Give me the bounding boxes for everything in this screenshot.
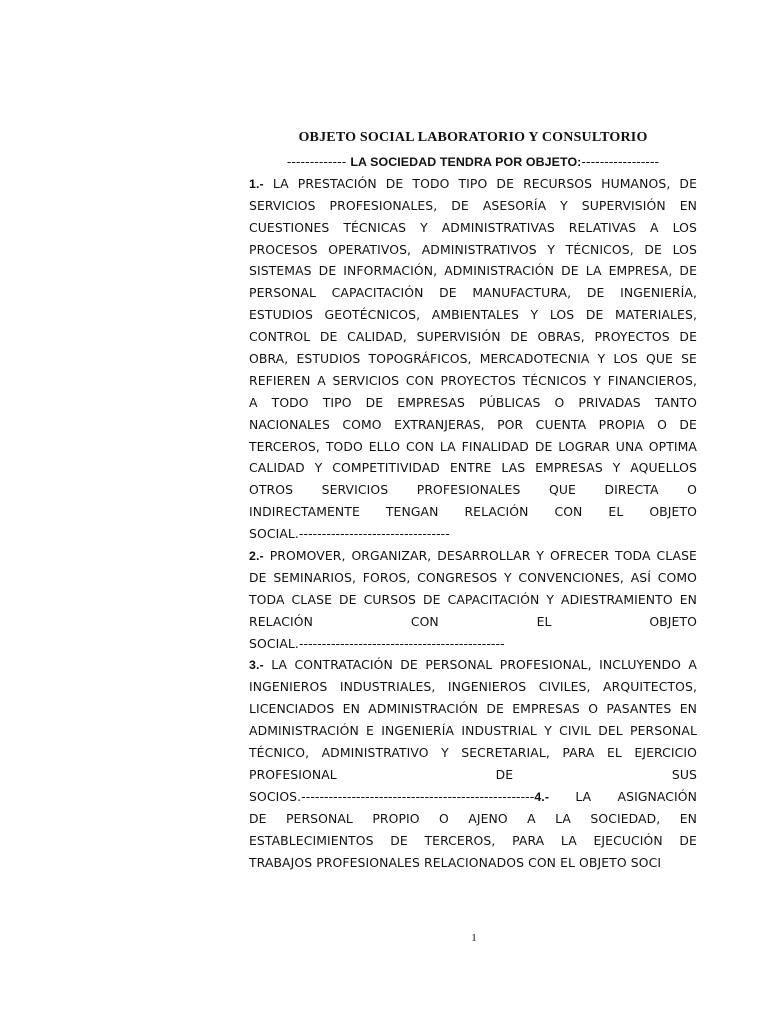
section-number: 3.- <box>249 658 264 673</box>
text-line <box>249 392 697 414</box>
line-text: ESTUDIOS GEOTÉCNICOS, AMBIENTALES Y LOS DE MATERIALES, <box>249 307 697 323</box>
line-text: PROFESIONAL DE SUS <box>249 766 697 782</box>
line-text: SOCIAL.--------------------------------------------- <box>249 635 505 651</box>
text-line <box>249 370 697 392</box>
text-line <box>249 720 697 742</box>
text-line <box>249 567 697 589</box>
text-line <box>249 589 697 611</box>
line-text: DE SEMINARIOS, FOROS, CONGRESOS Y CONVENCIONES, ASÍ COMO <box>249 569 697 585</box>
text-line <box>249 501 697 523</box>
line-text: ESTABLECIMIENTOS DE TERCEROS, PARA LA EJECUCIÓN DE <box>249 832 697 848</box>
text-line <box>249 348 697 370</box>
line-text: INDIRECTAMENTE TENGAN RELACIÓN CON EL OBJETO <box>249 504 697 520</box>
text-line <box>249 282 697 304</box>
text-line <box>249 326 697 348</box>
text-line <box>249 239 697 261</box>
text-line <box>249 545 697 567</box>
text-line <box>249 764 697 786</box>
line-text: DE PERSONAL PROPIO O AJENO A LA SOCIEDAD, EN <box>249 810 697 826</box>
line-text: CALIDAD Y COMPETITIVIDAD ENTRE LAS EMPRESAS Y AQUELLOS <box>249 460 697 476</box>
text-line <box>249 479 697 501</box>
line-text: SOCIOS.--------------------------------------------------- <box>249 788 535 804</box>
text-line <box>249 217 697 239</box>
line-text: INGENIEROS INDUSTRIALES, INGENIEROS CIVILES, ARQUITECTOS, <box>249 679 697 695</box>
line-text: TRABAJOS PROFESIONALES RELACIONADOS CON EL OBJETO SOCI <box>249 854 662 870</box>
text-line <box>249 654 697 676</box>
line-text: NACIONALES COMO EXTRANJERAS, POR CUENTA PROPIA O DE <box>249 416 697 432</box>
line-text: OBRA, ESTUDIOS TOPOGRÁFICOS, MERCADOTECNIA Y LOS QUE SE <box>249 351 697 367</box>
line-text: REFIEREN A SERVICIOS CON PROYECTOS TÉCNICOS Y FINANCIEROS, <box>249 372 697 388</box>
line-text: ------------- <box>286 154 351 169</box>
document-body <box>249 151 697 873</box>
line-text: SERVICIOS PROFESIONALES, DE ASESORÍA Y SUPERVISIÓN EN <box>249 197 697 213</box>
line-text: SOCIAL.--------------------------------- <box>249 526 450 542</box>
text-line <box>249 676 697 698</box>
line-text: A TODO TIPO DE EMPRESAS PÚBLICAS O PRIVADAS TANTO <box>249 394 697 410</box>
line-text: OTROS SERVICIOS PROFESIONALES QUE DIRECTA O <box>249 482 697 498</box>
text-line <box>249 304 697 326</box>
text-line <box>249 151 697 173</box>
section-number: 2.- <box>249 549 264 564</box>
line-text: LICENCIADOS EN ADMINISTRACIÓN DE EMPRESAS O PASANTES EN <box>249 701 697 717</box>
text-line <box>249 173 697 195</box>
line-text: LA ASIGNACIÓN <box>549 788 697 804</box>
text-line <box>249 457 697 479</box>
line-text: TERCEROS, TODO ELLO CON LA FINALIDAD DE LOGRAR UNA OPTIMA <box>249 438 697 454</box>
line-text: TODA CLASE DE CURSOS DE CAPACITACIÓN Y ADIESTRAMIENTO EN <box>249 591 697 607</box>
text-line <box>249 786 697 808</box>
line-text: LA CONTRATACIÓN DE PERSONAL PROFESIONAL, INCLUYENDO A <box>263 657 697 673</box>
line-text: RELACIÓN CON EL OBJETO <box>249 613 697 629</box>
text-line <box>249 436 697 458</box>
line-text: PERSONAL CAPACITACIÓN DE MANUFACTURA, DE INGENIERÍA, <box>249 285 697 301</box>
text-line <box>249 414 697 436</box>
text-line <box>249 808 697 830</box>
text-line <box>249 260 697 282</box>
text-line <box>249 195 697 217</box>
line-text: TÉCNICO, ADMINISTRATIVO Y SECRETARIAL, PARA EL EJERCICIO <box>249 745 697 761</box>
line-text: LA PRESTACIÓN DE TODO TIPO DE RECURSOS HUMANOS, DE <box>263 175 697 191</box>
text-line <box>249 523 697 545</box>
line-text: ADMINISTRACIÓN E INGENIERÍA INDUSTRIAL Y CIVIL DEL PERSONAL <box>249 723 697 739</box>
section-number: 4.- <box>534 789 550 804</box>
text-line <box>249 830 697 852</box>
line-text: SISTEMAS DE INFORMACIÓN, ADMINISTRACIÓN DE LA EMPRESA, DE <box>249 263 697 279</box>
document-title: OBJETO SOCIAL LABORATORIO Y CONSULTORIO <box>298 130 648 145</box>
text-line <box>249 852 697 874</box>
text-line <box>249 698 697 720</box>
line-text: ----------------- <box>581 154 660 169</box>
line-text: CONTROL DE CALIDAD, SUPERVISIÓN DE OBRAS, PROYECTOS DE <box>249 329 697 345</box>
line-text: CUESTIONES TÉCNICAS Y ADMINISTRATIVAS RELATIVAS A LOS <box>249 219 697 235</box>
line-text: PROCESOS OPERATIVOS, ADMINISTRATIVOS Y TÉCNICOS, DE LOS <box>249 241 697 257</box>
text-line <box>249 633 697 655</box>
line-text: PROMOVER, ORGANIZAR, DESARROLLAR Y OFRECER TODA CLASE <box>263 548 697 564</box>
section-number: LA SOCIEDAD TENDRA POR OBJETO: <box>350 155 582 169</box>
page-number: 1 <box>471 932 477 944</box>
text-line <box>249 611 697 633</box>
text-line <box>249 742 697 764</box>
section-number: 1.- <box>249 176 264 191</box>
